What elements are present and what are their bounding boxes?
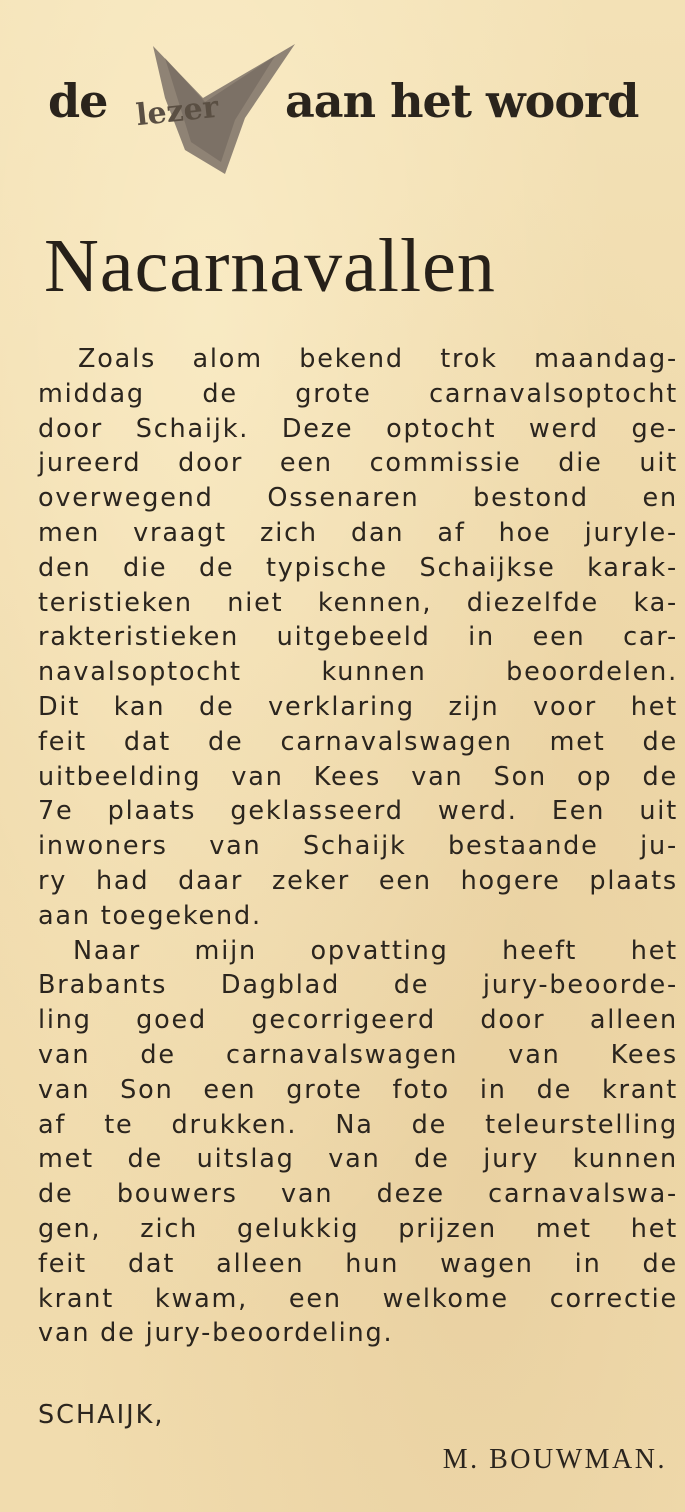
article-line: rakteristieken uitgebeeld in een car- bbox=[38, 622, 678, 653]
article-line: van de carnavalswagen van Kees bbox=[38, 1039, 678, 1070]
article-line: overwegend Ossenaren bestond en bbox=[38, 483, 678, 514]
article-line: uitbeelding van Kees van Son op de bbox=[38, 761, 678, 792]
article-line: middag de grote carnavalsoptocht bbox=[38, 378, 678, 409]
column-header-prefix: de bbox=[48, 74, 108, 128]
article-paragraph bbox=[38, 934, 678, 1352]
article-line: de bouwers van deze carnavalswa- bbox=[38, 1179, 678, 1210]
article-line: met de uitslag van de jury kunnen bbox=[38, 1144, 678, 1175]
signoff-place: SCHAIJK, bbox=[38, 1400, 165, 1430]
article-line: feit dat alleen hun wagen in de bbox=[38, 1248, 678, 1279]
article-line: ling goed gecorrigeerd door alleen bbox=[38, 1005, 678, 1036]
article-line: Naar mijn opvatting heeft het bbox=[73, 935, 678, 966]
article-line: aan toegekend. bbox=[38, 900, 262, 931]
article-line: den die de typische Schaijkse karak- bbox=[38, 552, 678, 583]
article-line: van de jury-beoordeling. bbox=[38, 1318, 394, 1349]
column-header bbox=[40, 38, 680, 188]
author-name: M. BOUWMAN. bbox=[442, 1444, 667, 1475]
article-line: feit dat de carnavalswagen met de bbox=[38, 726, 678, 757]
article-line: teristieken niet kennen, diezelfde ka- bbox=[38, 587, 678, 618]
column-logo-word: lezer bbox=[134, 89, 221, 134]
article-line: af te drukken. Na de teleurstelling bbox=[38, 1109, 678, 1140]
article-line: men vraagt zich dan af hoe juryle- bbox=[38, 517, 678, 548]
article-line: jureerd door een commissie die uit bbox=[38, 448, 678, 479]
article-line: Zoals alom bekend trok maandag- bbox=[78, 344, 678, 374]
article-line: Brabants Dagblad de jury-beoorde- bbox=[38, 970, 678, 1001]
article-line: van Son een grote foto in de krant bbox=[38, 1074, 678, 1105]
article-line: navalsoptocht kunnen beoordelen. bbox=[38, 657, 678, 688]
article-line: 7e plaats geklasseerd werd. Een uit bbox=[38, 796, 678, 827]
article-line: Dit kan de verklaring zijn voor het bbox=[38, 691, 678, 722]
article-body bbox=[38, 342, 678, 1351]
article-headline: Nacarnavallen bbox=[44, 224, 496, 308]
article-line: inwoners van Schaijk bestaande ju- bbox=[38, 831, 678, 862]
article-line: krant kwam, een welkome correctie bbox=[38, 1283, 678, 1314]
column-header-suffix: aan het woord bbox=[285, 74, 639, 128]
article-paragraph bbox=[38, 342, 678, 934]
article-line: door Schaijk. Deze optocht werd ge- bbox=[38, 413, 678, 444]
article-line: ry had daar zeker een hogere plaats bbox=[38, 865, 678, 896]
article-line: gen, zich gelukkig prijzen met het bbox=[38, 1213, 678, 1244]
